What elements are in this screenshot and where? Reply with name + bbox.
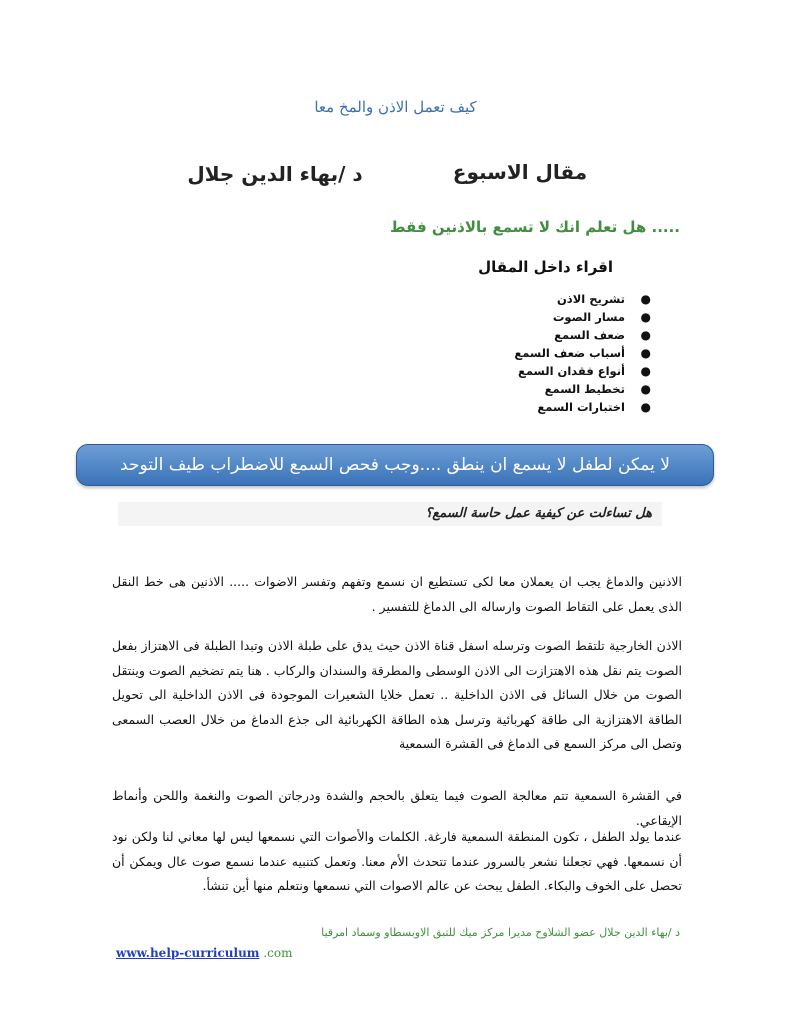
footer-author-line: د /بهاء الدين جلال عضو الشلاوح مديرا مركز ميك للتبق الاوبسطاو وسماد امرقيا <box>321 926 680 939</box>
toc-item-label: تخطيط السمع <box>544 382 625 396</box>
question-heading: هل تساءلت عن كيفية عمل حاسة السمع؟ <box>118 502 662 526</box>
toc-item-label: ضعف السمع <box>554 328 625 342</box>
bullet-icon: ● <box>640 328 651 342</box>
toc-item[interactable] <box>411 344 651 362</box>
toc-item[interactable] <box>411 326 651 344</box>
bullet-icon: ● <box>640 382 651 396</box>
weekly-article-label: مقال الاسبوع <box>452 160 588 184</box>
author-name: د /بهاء الدين جلال <box>187 162 363 186</box>
paragraph-intro: الاذنين والدماغ يجب ان يعملان معا لكى تستطيع ان نسمع وتفهم وتفسر الاضوات ..... الاذنين هى خط النقل الذى يعمل على التقاط الصوت وارساله الى الدماغ للتفسير . <box>112 574 682 614</box>
bullet-icon: ● <box>640 364 651 378</box>
toc-list <box>411 290 651 416</box>
toc-heading: اقراء داخل المقال <box>478 258 613 276</box>
paragraph-newborn: عندما يولد الطفل ، تكون المنطقة السمعية فارغة. الكلمات والأصوات التي نسمعها ليس لها معاني لنا ولكن نود أن نسمعها. فهي تجعلنا نشعر بالسرور عندما تتحدث الأم معنا. وتعمل كتنبيه عندما نسمع صوت عال ويمكن أن تحصل على الخوف والبكاء. الطفل يبحث عن عالم الاصوات التي نسمعها ونتعلم منها أين تنشأ. <box>112 829 682 893</box>
toc-item[interactable] <box>411 362 651 380</box>
toc-item[interactable] <box>411 308 651 326</box>
toc-item-label: أسباب ضعف السمع <box>514 346 625 360</box>
banner-text: لا يمكن لطفل لا يسمع ان ينطق ....وجب فحص السمع للاضطراب طيف التوحد <box>120 455 670 475</box>
bullet-icon: ● <box>640 400 651 414</box>
did-you-know-heading: هل تعلم انك لا تسمع بالاذنين فقط ..... <box>389 218 680 236</box>
toc-item-label: مسار الصوت <box>552 310 625 324</box>
toc-item[interactable] <box>411 290 651 308</box>
article-title: كيف تعمل الاذن والمخ معا <box>314 98 477 116</box>
website-link-suffix: .com <box>263 946 293 960</box>
toc-item-label: أنواع فقدان السمع <box>517 364 625 378</box>
bullet-icon: ● <box>640 346 651 360</box>
toc-item-label: اختبارات السمع <box>537 400 625 414</box>
paragraph-auditory-cortex: في القشرة السمعية تتم معالجة الصوت فيما يتعلق بالحجم والشدة ودرجاتن الصوت والنغمة واللحن وأنماط الإيقاعي. <box>112 788 682 828</box>
website-link[interactable]: www.help-curriculum <box>116 946 260 960</box>
toc-item[interactable] <box>411 380 651 398</box>
bullet-icon: ● <box>640 292 651 306</box>
paragraph-sound-path: الاذن الخارجية تلتقط الصوت وترسله اسفل قناة الاذن حيث يدق على طبلة الاذن وتبدا الطبلة فى الاهتزاز بفعل الصوت يتم نقل هذه الاهتزازت الى الاذن الوسطى والمطرقة والسندان والركاب . هنا يتم تضخيم الصوت وينتقل الصوت من خلال السائل فى الاذن الداخلية .. تعمل خلايا الشعيرات الموجودة فى الاذن الداخلية الى تحويل الطاقة الاهتزازية الى طاقة كهربائية وترسل هذه الطاقة الكهربائية الى جذع الدماغ من خلال العصب السمعى وتصل الى مركز السمع فى الدماغ فى القشرة السمعية <box>112 638 682 751</box>
bullet-icon: ● <box>640 310 651 324</box>
footer-website <box>116 946 292 960</box>
toc-item-label: تشريح الاذن <box>556 292 625 306</box>
toc-item[interactable] <box>411 398 651 416</box>
autism-hearing-banner <box>76 444 714 486</box>
